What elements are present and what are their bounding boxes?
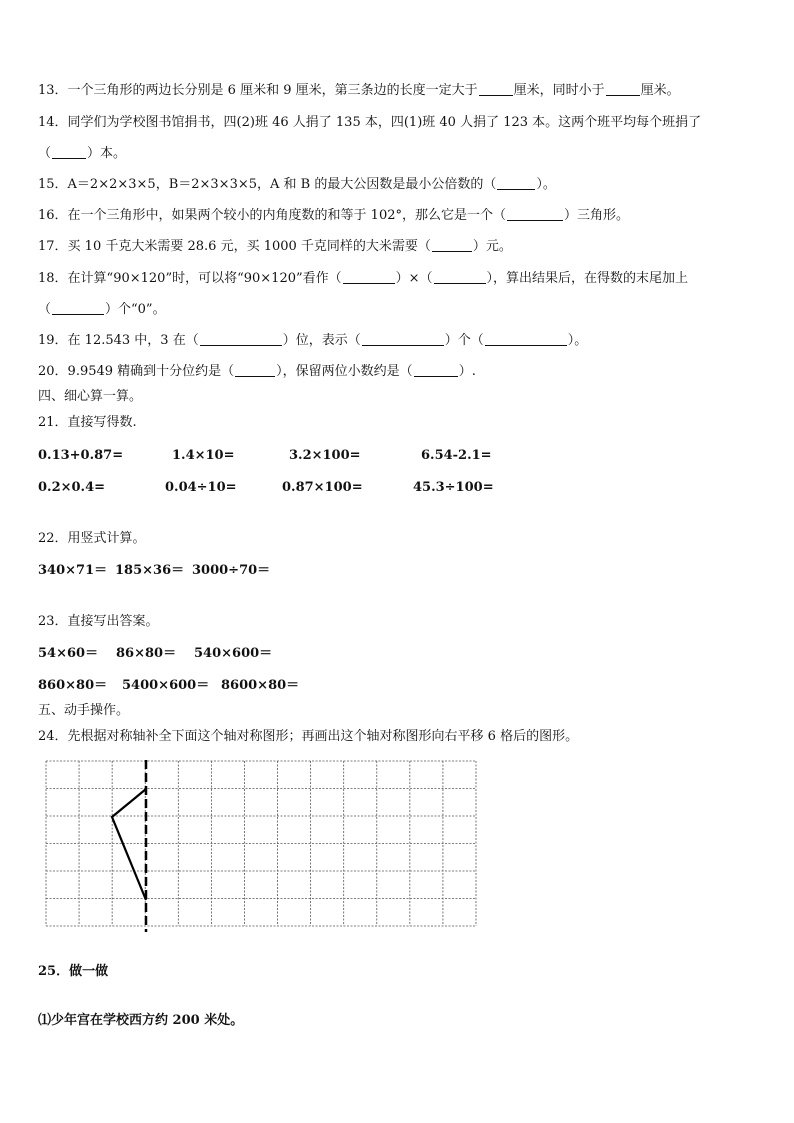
answer-blank[interactable] <box>52 145 86 159</box>
symmetry-grid[interactable] <box>45 760 479 932</box>
question-13: 13．一个三角形的两边长分别是 6 厘米和 9 厘米，第三条边的长度一定大于 厘米，同时小于 厘米。 <box>38 83 680 98</box>
section-heading: 五、动手操作。 <box>38 703 130 718</box>
calc-item: 8600×80＝ <box>221 678 300 693</box>
question-15: 15．A＝2×2×3×5，B＝2×3×3×5，A 和 B 的最大公因数是最小公倍数的（ ）。 <box>38 177 556 192</box>
answer-blank[interactable] <box>52 301 104 315</box>
calc-item: 0.2×0.4= <box>38 480 106 495</box>
question-14-line2: （ ）本。 <box>38 146 127 161</box>
grid-lines <box>46 761 476 926</box>
section-heading: 四、细心算一算。 <box>38 389 143 404</box>
answer-blank[interactable] <box>485 332 567 346</box>
answer-blank[interactable] <box>479 82 513 96</box>
calc-item: 540×600＝ <box>194 646 273 661</box>
calc-item: 3000÷70＝ <box>192 563 271 578</box>
question-21-title: 21．直接写得数. <box>38 415 137 430</box>
answer-blank[interactable] <box>200 332 282 346</box>
question-16: 16．在一个三角形中，如果两个较小的内角度数的和等于 102°，那么它是一个（ ）三角形。 <box>38 208 630 223</box>
calc-item: 0.87×100= <box>282 480 363 495</box>
question-20: 20．9.9549 精确到十分位约是（ ），保留两位小数约是（ ）. <box>38 364 476 379</box>
calc-item: 1.4×10= <box>172 448 235 463</box>
calc-item: 0.04÷10= <box>165 480 237 495</box>
answer-blank[interactable] <box>507 207 563 221</box>
answer-blank[interactable] <box>414 363 458 377</box>
calc-item: 54×60＝ <box>38 646 99 661</box>
question-14: 14．同学们为学校图书馆捐书，四(2)班 46 人捐了 135 本，四(1)班 40 人捐了 123 本。这两个班平均每个班捐了 <box>38 115 702 130</box>
question-18-line2: （ ）个“0”。 <box>38 302 166 317</box>
question-17: 17．买 10 千克大米需要 28.6 元，买 1000 千克同样的大米需要（ ）元。 <box>38 239 512 254</box>
answer-blank[interactable] <box>362 332 444 346</box>
question-24-title: 24．先根据对称轴补全下面这个轴对称图形；再画出这个轴对称图形向右平移 6 格后的图形。 <box>38 729 579 744</box>
calc-item: 185×36＝ <box>115 563 185 578</box>
answer-blank[interactable] <box>497 176 535 190</box>
question-23-title: 23．直接写出答案。 <box>38 614 159 629</box>
question-18: 18．在计算“90×120”时，可以将“90×120”看作（ ）×（ ），算出结果后，在得数的末尾加上 <box>38 271 689 286</box>
calc-item: 860×80＝ <box>38 678 108 693</box>
calc-item: 45.3÷100= <box>413 480 494 495</box>
answer-blank[interactable] <box>434 270 486 284</box>
question-22-title: 22．用竖式计算。 <box>38 531 146 546</box>
calc-item: 0.13+0.87= <box>38 448 124 463</box>
half-figure <box>112 789 146 900</box>
calc-item: 6.54-2.1= <box>421 448 492 463</box>
calc-item: 86×80＝ <box>116 646 177 661</box>
calc-item: 3.2×100= <box>289 448 361 463</box>
answer-blank[interactable] <box>343 270 395 284</box>
question-25-sub1: ⑴少年宫在学校西方约 200 米处。 <box>38 1013 244 1028</box>
calc-item: 340×71＝ <box>38 563 108 578</box>
answer-blank[interactable] <box>606 82 640 96</box>
answer-blank[interactable] <box>432 238 472 252</box>
question-19: 19．在 12.543 中，3 在（ ）位，表示（ ）个（ ）。 <box>38 333 588 348</box>
calc-item: 5400×600＝ <box>122 678 210 693</box>
question-25-title: 25．做一做 <box>38 964 109 979</box>
answer-blank[interactable] <box>235 363 275 377</box>
